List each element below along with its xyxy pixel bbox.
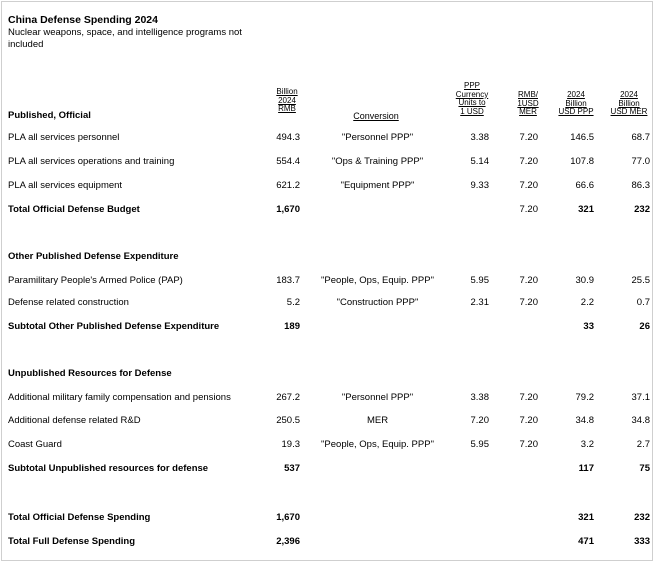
cell-rmb: 621.2 [276, 180, 300, 191]
cell-conversion: "People, Ops, Equip. PPP" [321, 439, 434, 450]
table-row [0, 437, 655, 453]
cell-usd-mer: 232 [634, 512, 650, 523]
header-usd-mer-line: 2024 [620, 90, 638, 99]
cell-rmb: 189 [284, 321, 300, 332]
row-label: Other Published Defense Expenditure [8, 251, 179, 262]
cell-usd-ppp: 30.9 [575, 275, 594, 286]
header-ppp-line: PPP [463, 81, 480, 90]
cell-conversion: "Equipment PPP" [340, 180, 415, 191]
cell-usd-mer: 75 [639, 463, 650, 474]
cell-usd-mer: 86.3 [631, 180, 650, 191]
cell-usd-mer: 77.0 [631, 156, 650, 167]
cell-usd-ppp: 34.8 [575, 415, 594, 426]
row-label: Total Full Defense Spending [8, 536, 136, 547]
cell-rmb: 554.4 [276, 156, 300, 167]
row-label: Published, Official [8, 110, 91, 121]
cell-mer: 7.20 [519, 156, 538, 167]
cell-usd-ppp: 107.8 [570, 156, 594, 167]
cell-usd-ppp: 66.6 [575, 180, 594, 191]
row-label: PLA all services equipment [8, 180, 123, 191]
table-row-total [0, 202, 655, 218]
table-row-section-published [0, 108, 655, 124]
cell-rmb: 267.2 [276, 392, 300, 403]
cell-ppp: 5.95 [470, 275, 489, 286]
header-usd-ppp-line: Billion [565, 98, 587, 108]
cell-usd-ppp: 3.2 [580, 439, 594, 450]
row-label: Subtotal Other Published Defense Expenditure [8, 321, 220, 332]
cell-rmb: 19.3 [281, 439, 300, 450]
cell-ppp: 5.14 [470, 156, 489, 167]
cell-usd-ppp: 33 [583, 321, 594, 332]
cell-usd-mer: 34.8 [631, 415, 650, 426]
cell-mer: 7.20 [519, 275, 538, 286]
header-rmb-line: RMB [278, 104, 296, 114]
cell-usd-ppp: 79.2 [575, 392, 594, 403]
table-row [0, 154, 655, 170]
row-label: PLA all services personnel [8, 132, 120, 143]
cell-usd-mer: 333 [634, 536, 650, 547]
table-row-subtotal [0, 319, 655, 335]
cell-usd-ppp: 2.2 [580, 297, 594, 308]
table-row [0, 273, 655, 289]
header-rmb-line: Billion [276, 87, 298, 96]
row-label: Subtotal Unpublished resources for defense [8, 463, 209, 474]
cell-usd-mer: 232 [634, 204, 650, 215]
cell-rmb: 494.3 [276, 132, 300, 143]
cell-mer: 7.20 [519, 297, 538, 308]
cell-usd-mer: 37.1 [631, 392, 650, 403]
cell-usd-ppp: 321 [578, 204, 594, 215]
row-label: Total Official Defense Spending [8, 512, 151, 523]
cell-rmb: 1,670 [276, 204, 300, 215]
cell-conversion: "Personnel PPP" [341, 132, 414, 143]
cell-conversion: "Construction PPP" [336, 297, 419, 308]
cell-rmb: 1,670 [276, 512, 300, 523]
header-mer-line: 1USD [517, 98, 539, 108]
cell-ppp: 9.33 [470, 180, 489, 191]
title-block [8, 13, 268, 51]
cell-conversion: "People, Ops, Equip. PPP" [321, 275, 434, 286]
cell-rmb: 2,396 [276, 536, 300, 547]
table-row-subtotal [0, 461, 655, 477]
header-usd-ppp-line: 2024 [567, 90, 585, 99]
cell-usd-mer: 25.5 [631, 275, 650, 286]
header-rmb-line: 2024 [278, 95, 296, 105]
cell-mer: 7.20 [519, 439, 538, 450]
cell-ppp: 5.95 [470, 439, 489, 450]
header-mer-line: RMB/ [518, 90, 538, 99]
cell-ppp: 2.31 [470, 297, 489, 308]
cell-rmb: 537 [284, 463, 300, 474]
cell-ppp: 7.20 [470, 415, 489, 426]
cell-usd-ppp: 471 [578, 536, 594, 547]
header-usd-mer-line: USD MER [610, 107, 648, 117]
cell-mer: 7.20 [519, 415, 538, 426]
table-row-grand-total [0, 534, 655, 550]
cell-mer: 7.20 [519, 392, 538, 403]
cell-usd-mer: 68.7 [631, 132, 650, 143]
header-usd-mer-line: Billion [618, 98, 640, 108]
cell-usd-mer: 2.7 [636, 439, 650, 450]
row-label: Coast Guard [8, 439, 62, 450]
table-row [0, 130, 655, 146]
table-row [0, 390, 655, 406]
row-label: Defense related construction [8, 297, 129, 308]
cell-conversion: "Personnel PPP" [341, 392, 414, 403]
header-conversion: Conversion [353, 111, 399, 121]
row-label: Unpublished Resources for Defense [8, 368, 172, 379]
table-row [0, 413, 655, 429]
cell-usd-mer: 26 [639, 321, 650, 332]
page-title: China Defense Spending 2024 [8, 14, 158, 26]
cell-usd-ppp: 321 [578, 512, 594, 523]
header-mer-line: MER [519, 107, 537, 117]
cell-mer: 7.20 [519, 180, 538, 191]
cell-usd-mer: 0.7 [636, 297, 650, 308]
row-label: Paramilitary People's Armed Police (PAP) [8, 275, 183, 286]
cell-mer: 7.20 [519, 204, 538, 215]
cell-usd-ppp: 117 [578, 463, 594, 474]
cell-ppp: 3.38 [470, 392, 489, 403]
header-usd-ppp-line: USD PPP [558, 107, 594, 117]
cell-conversion: MER [366, 415, 389, 426]
header-ppp-line: Currency [455, 89, 489, 99]
header-ppp-line: Units to [458, 98, 486, 108]
row-label: PLA all services operations and training [8, 156, 175, 167]
table-row [0, 295, 655, 311]
table-row-section-unpublished [0, 366, 655, 382]
cell-conversion: "Ops & Training PPP" [331, 156, 424, 167]
table-row [0, 178, 655, 194]
cell-rmb: 250.5 [276, 415, 300, 426]
page-subtitle: Nuclear weapons, space, and intelligence programs not included [8, 27, 242, 50]
cell-rmb: 5.2 [286, 297, 300, 308]
header-ppp-line: 1 USD [460, 106, 484, 116]
row-label: Total Official Defense Budget [8, 204, 140, 215]
table-row-total [0, 510, 655, 526]
table-row-section-other [0, 249, 655, 265]
cell-usd-ppp: 146.5 [570, 132, 594, 143]
row-label: Additional defense related R&D [8, 415, 141, 426]
cell-ppp: 3.38 [470, 132, 489, 143]
cell-rmb: 183.7 [276, 275, 300, 286]
row-label: Additional military family compensation and pensions [8, 392, 231, 403]
cell-mer: 7.20 [519, 132, 538, 143]
